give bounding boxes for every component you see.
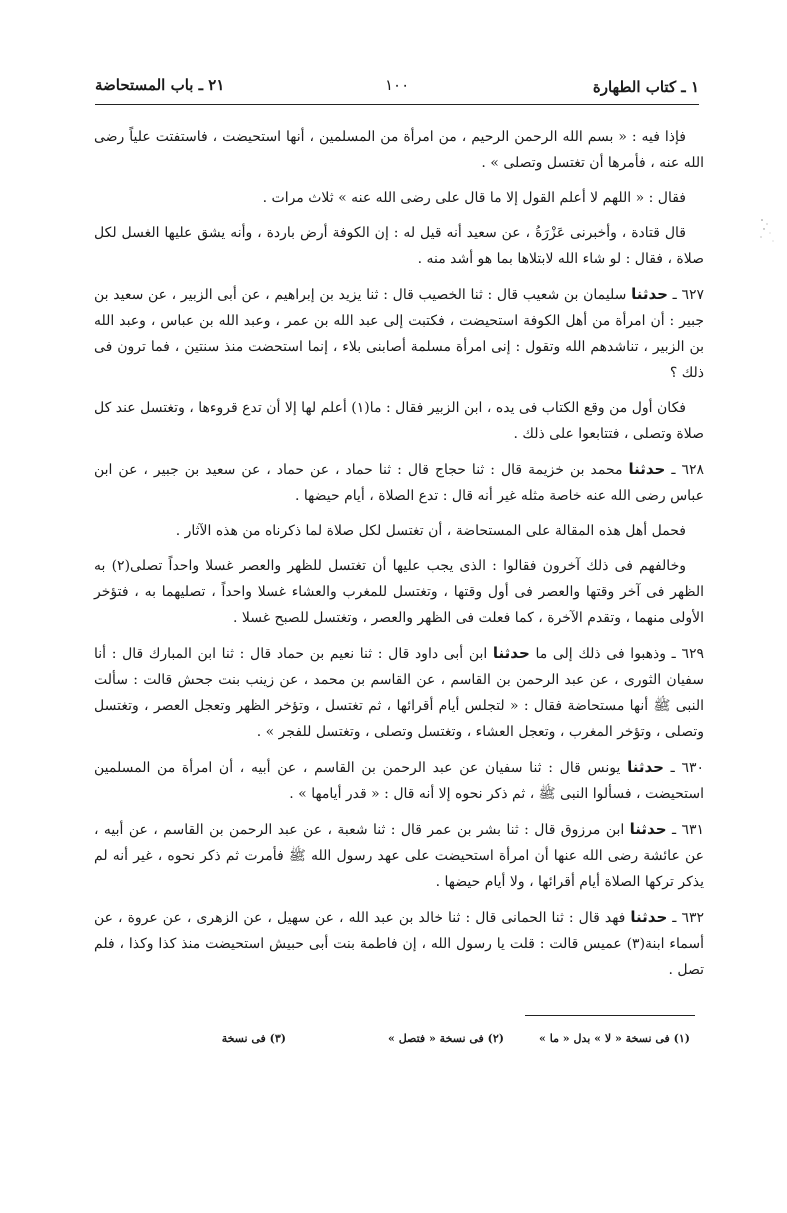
scan-speckle: [758, 215, 778, 245]
hadith-629: ٦٢٩ ـ وذهبوا فى ذلك إلى ما حدثنا ابن أبى داود قال : ثنا نعيم بن حماد قال : ثنا ابن المبارك قال : أنا سفيان الثورى ، عن عبد الرحمن بن القاسم ، عن القاسم بن محمد ، عن زينب بنت جحش قالت : سألت النبى ﷺ أنها مستحاضة فقال : « لتجلس أيام أقرائها ، ثم تغتسل ، وتؤخر الظهر وتعجل العصر ، وتغتسل وتصلى ، وتؤخر المغرب ، وتعجل العشاء ، وتغتسل وتصلى ، وتغتسل للفجر » .: [94, 644, 704, 740]
hadith-630: ٦٣٠ ـ حدثنا يونس قال : ثنا سفيان عن عبد الرحمن بن القاسم ، عن أبيه ، أن امرأة من المسلمين استحيضت ، فسألوا النبى ﷺ ، ثم ذكر نحوه إلا أنه قال : « قدر أيامها » .: [94, 758, 705, 802]
hadith-631: ٦٣١ ـ حدثنا ابن مرزوق قال : ثنا بشر بن عمر قال : ثنا شعبة ، عن عبد الرحمن بن القاسم ، عن أبيه ، عن عائشة رضى الله عنها أن امرأة استحيضت على عهد رسول الله ﷺ فأمرت ثم ذكر نحوه ، غير أنه لم يذكر تركها الصلاة أيام أقرائها ، ولا أيام حيضها .: [94, 820, 705, 890]
paragraph: [94, 518, 704, 544]
paragraph: [94, 395, 704, 447]
hadith-number: ٦٣٠: [681, 760, 705, 776]
paragraph-text: فحمل أهل هذه المقالة على المستحاضة ، أن تغتسل لكل صلاة لما ذكرناه من هذه الآثار .: [175, 523, 686, 539]
hadith-text: ابن أبى داود قال : ثنا نعيم بن حماد قال : ثنا ابن المبارك قال : أنا سفيان الثورى ، عن عبد الرحمن بن القاسم ، عن القاسم بن محمد ، عن زينب بنت جحش قالت : سألت النبى ﷺ أنها مستحاضة فقال : « لتجلس أيام أقرائها ، ثم تغتسل ، وتؤخر الظهر وتعجل العصر ، وتغتسل وتصلى ، وتؤخر المغرب ، وتعجل العشاء ، وتغتسل وتصلى ، وتغتسل للفجر » .: [94, 646, 704, 740]
hadith-lead: وذهبوا فى ذلك إلى ما: [535, 646, 667, 662]
footnote-divider: [525, 1015, 695, 1016]
page-header: [95, 72, 699, 104]
page-number: ١٠٠: [385, 76, 410, 94]
footnotes: [160, 1032, 690, 1052]
paragraph-text: فإذا فيه : « بسم الله الرحمن الرحيم ، من امرأة من المسلمين ، أنها استحيضت ، فاستفتت علياً رضى الله عنه ، فأمرها أن تغتسل وتصلى » .: [94, 129, 704, 171]
haddathana-marker: حدثنا: [630, 908, 668, 926]
hadith-text: يونس قال : ثنا سفيان عن عبد الرحمن بن القاسم ، عن أبيه ، أن امرأة من المسلمين استحيضت ، فسألوا النبى ﷺ ، ثم ذكر نحوه إلا أنه قال : « قدر أيامها » .: [94, 760, 704, 802]
hadith-text: محمد بن خزيمة قال : ثنا حجاج قال : ثنا حماد ، عن حماد ، عن سعيد بن جبير ، عن ابن عباس رضى الله عنه خاصة مثله غير أنه قال : تدع الصلاة ، أيام حيضها .: [94, 462, 704, 504]
paragraph: [94, 185, 704, 211]
footnote-2: (٢) فى نسخة « فتصل »: [388, 1032, 504, 1045]
haddathana-marker: حدثنا: [627, 758, 664, 776]
hadith-text: ابن مرزوق قال : ثنا بشر بن عمر قال : ثنا شعبة ، عن عبد الرحمن بن القاسم ، عن أبيه ، عن عائشة رضى الله عنها أن امرأة استحيضت على عهد رسول الله ﷺ فأمرت ثم ذكر نحوه ، غير أنه لم يذكر تركها الصلاة أيام أقرائها ، ولا أيام حيضها .: [94, 822, 705, 890]
hadith-632: ٦٣٢ ـ حدثنا فهد قال : ثنا الحمانى قال : ثنا خالد بن عبد الله ، عن سهيل ، عن الزهرى ، عن عروة ، عن أسماء ابنة(٣) عميس قالت : قلت يا رسول الله ، إن فاطمة بنت أبى حبيش استحيضت منذ كذا وكذا ، فلم تصل .: [94, 908, 704, 978]
paragraph: [94, 124, 704, 176]
paragraph-text: فقال : « اللهم لا أعلم القول إلا ما قال على رضى الله عنه » ثلاث مرات .: [262, 190, 686, 206]
hadith-number: ٦٢٩: [681, 646, 704, 662]
hadith-text: سليمان بن شعيب قال : ثنا الخصيب قال : ثنا يزيد بن إبراهيم ، عن أبى الزبير ، عن سعيد بن جبير : أن امرأة من أهل الكوفة استحيضت ، فكتبت إلى عبد الله بن عمر ، وعبد الله بن عباس ، وعبد الله بن الزبير ، تناشدهم الله وتقول : إنى امرأة مسلمة أصابنى بلاء ، إنما استحضت منذ سنتين ، فما ترون فى ذلك ؟: [94, 287, 704, 381]
header-divider: [95, 104, 699, 105]
hadith-number: ٦٢٧: [681, 287, 704, 303]
hadith-number: ٦٢٨: [681, 462, 704, 478]
paragraph-text: وخالفهم فى ذلك آخرون فقالوا : الذى يجب عليها أن تغتسل للظهر والعصر غسلا واحداً تصلى(٢) به الظهر فى آخر وقتها والعصر فى أول وقتها ، وتغتسل للمغرب والعشاء غسلا واحداً ، تصليهما به ، فتؤخر الأولى منهما ، وتقدم الآخرة ، كما فعلت فى الظهر والعصر ، وتغتسل للصبح غسلا .: [94, 558, 704, 626]
paragraph-text: فكان أول من وقع الكتاب فى يده ، ابن الزبير فقال : ما(١) أعلم لها إلا أن تدع قروءها ، وتغتسل عند كل صلاة وتصلى ، فتتابعوا على ذلك .: [94, 400, 704, 442]
paragraph-text: قال قتادة ، وأخبرنى عَزْرَةُ ، عن سعيد أنه قيل له : إن الكوفة أرض باردة ، وأنه يشق عليها الغسل لكل صلاة ، فقال : لو شاء الله لابتلاها بما هو أشد منه .: [94, 225, 704, 267]
footnote-3: (٣) فى نسخة: [221, 1032, 286, 1045]
main-text: [94, 124, 704, 992]
footnote-1: (١) فى نسخة « لا » بدل « ما »: [539, 1032, 690, 1045]
haddathana-marker: حدثنا: [631, 285, 668, 303]
paragraph: [94, 553, 704, 631]
chapter-title: ٢١ ـ باب المستحاضة: [95, 76, 225, 94]
book-title: ١ ـ كتاب الطهارة: [592, 78, 699, 96]
hadith-number: ٦٣١: [681, 822, 704, 838]
haddathana-marker: حدثنا: [492, 644, 530, 662]
hadith-text: فهد قال : ثنا الحمانى قال : ثنا خالد بن عبد الله ، عن سهيل ، عن الزهرى ، عن عروة ، عن أسماء ابنة(٣) عميس قالت : قلت يا رسول الله ، إن فاطمة بنت أبى حبيش استحيضت منذ كذا وكذا ، فلم تصل .: [94, 910, 704, 978]
hadith-number: ٦٣٢: [681, 910, 704, 926]
paragraph: [94, 220, 704, 272]
haddathana-marker: حدثنا: [629, 820, 667, 838]
haddathana-marker: حدثنا: [628, 460, 666, 478]
hadith-628: ٦٢٨ ـ حدثنا محمد بن خزيمة قال : ثنا حجاج قال : ثنا حماد ، عن حماد ، عن سعيد بن جبير ، عن ابن عباس رضى الله عنه خاصة مثله غير أنه قال : تدع الصلاة ، أيام حيضها .: [94, 460, 704, 504]
hadith-627: ٦٢٧ ـ حدثنا سليمان بن شعيب قال : ثنا الخصيب قال : ثنا يزيد بن إبراهيم ، عن أبى الزبير ، عن سعيد بن جبير : أن امرأة من أهل الكوفة استحيضت ، فكتبت إلى عبد الله بن عمر ، وعبد الله بن عباس ، وعبد الله بن الزبير ، تناشدهم الله وتقول : إنى امرأة مسلمة أصابنى بلاء ، إنما استحضت منذ سنتين ، فما ترون فى ذلك ؟: [94, 285, 704, 381]
